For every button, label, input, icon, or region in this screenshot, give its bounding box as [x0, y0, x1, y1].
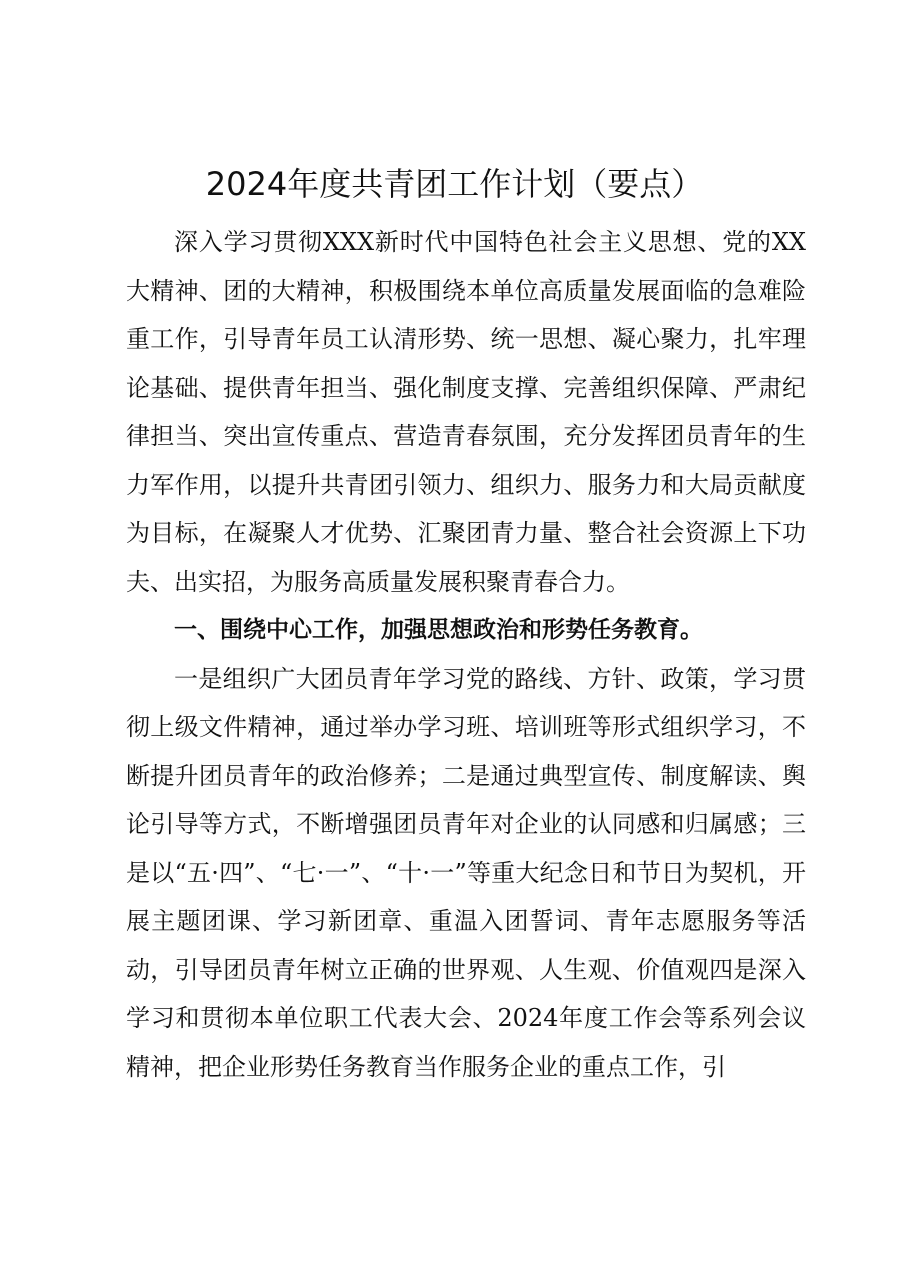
- document-title: 2024年度共青团工作计划（要点）: [205, 165, 704, 203]
- section-paragraph-1: 一是组织广大团员青年学习党的路线、方针、政策，学习贯彻上级文件精神，通过举办学习班、培训班等形式组织学习，不断提升团员青年的政治修养；二是通过典型宣传、制度解读、舆论引导等方式，不断增强团员青年对企业的认同感和归属感；三是以“五·四”、“七·一”、“十·一”等重大纪念日和节日为契机，开展主题团课、学习新团章、重温入团誓词、青年志愿服务等活动，引导团员青年树立正确的世界观、人生观、价值观四是深入学习和贯彻本单位职工代表大会、2024年度工作会等系列会议精神，把企业形势任务教育当作服务企业的重点工作，引: [126, 664, 806, 1081]
- intro-paragraph: 深入学习贯彻XXX新时代中国特色社会主义思想、党的XX大精神、团的大精神，积极围绕本单位高质量发展面临的急难险重工作，引导青年员工认清形势、统一思想、凝心聚力，扎牢理论基础、提供青年担当、强化制度支撑、完善组织保障、严肃纪律担当、突出宣传重点、营造青春氛围，充分发挥团员青年的生力军作用，以提升共青团引领力、组织力、服务力和大局贡献度为目标，在凝聚人才优势、汇聚团青力量、整合社会资源上下功夫、出实招，为服务高质量发展积聚青春合力。: [126, 228, 806, 596]
- document-body: [126, 218, 806, 1091]
- section-heading-1: 一、围绕中心工作，加强思想政治和形势任务教育。: [174, 617, 703, 643]
